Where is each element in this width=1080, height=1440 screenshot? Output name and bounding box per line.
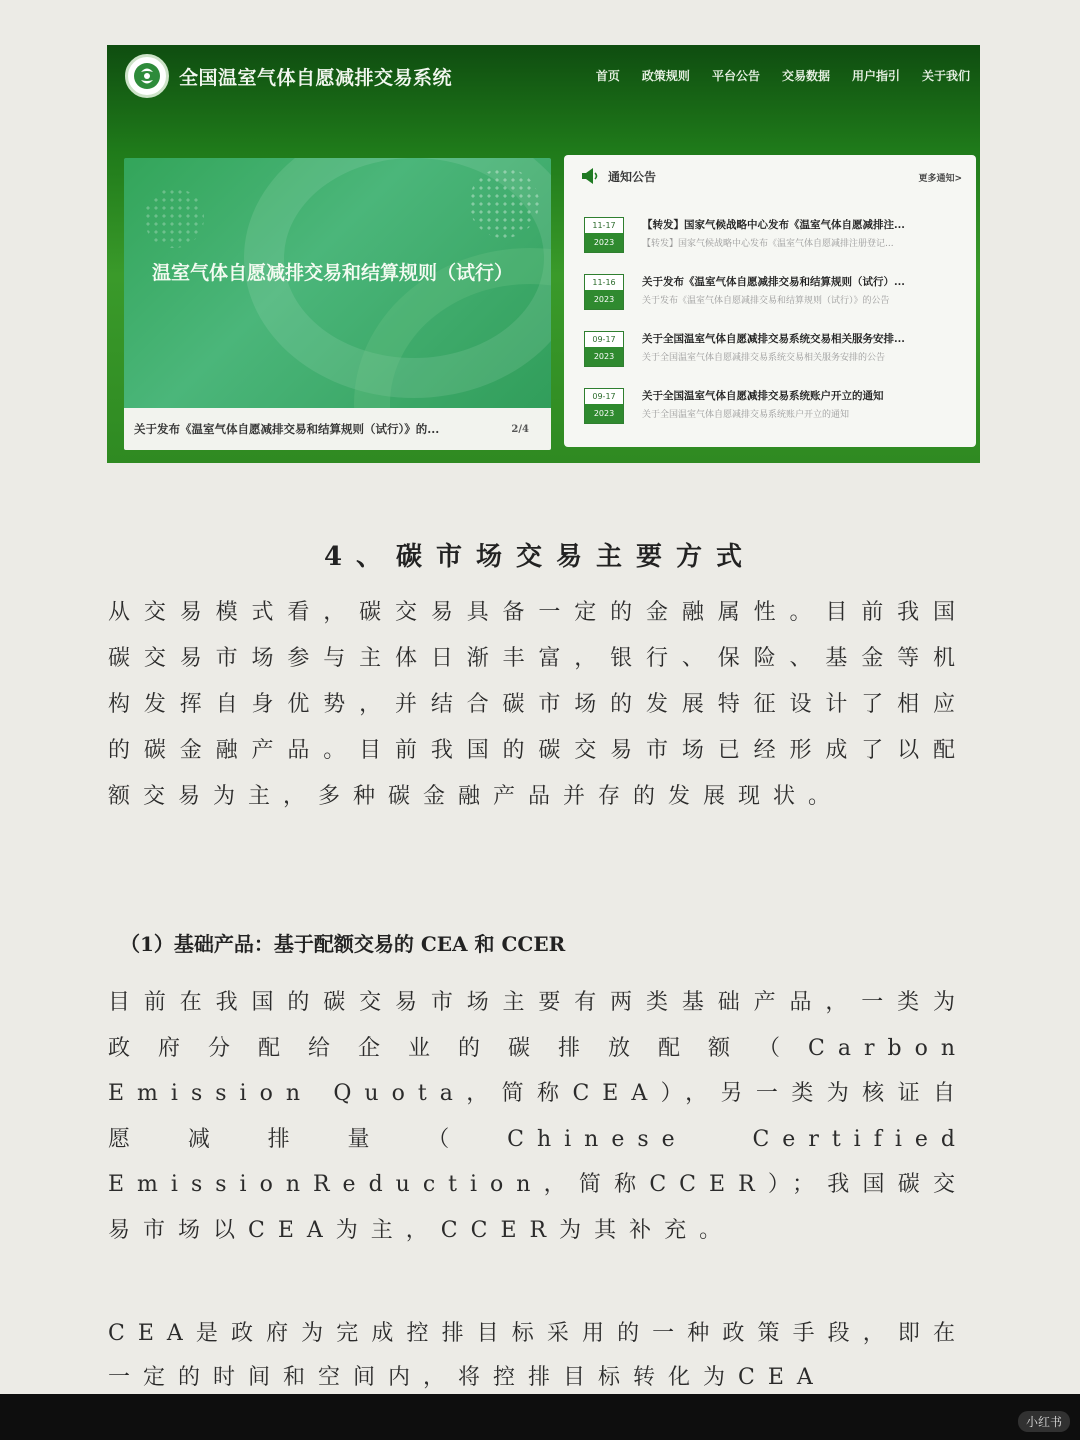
notice-header	[580, 167, 656, 185]
notice-title[interactable]: 关于全国温室气体自愿减排交易系统交易相关服务安排...	[642, 333, 905, 345]
notice-item[interactable]	[580, 331, 964, 388]
watermark: 小红书	[1018, 1411, 1070, 1432]
banner-page-indicator: 2/4	[511, 423, 529, 435]
screen-bezel	[0, 1394, 1080, 1440]
banner-carousel[interactable]	[124, 158, 551, 450]
date-month-day: 11-16	[592, 278, 616, 287]
notice-more-link[interactable]: 更多通知>	[918, 174, 962, 184]
notice-title[interactable]: 关于发布《温室气体自愿减排交易和结算规则（试行）...	[642, 276, 905, 288]
nav-trade-data[interactable]: 交易数据	[781, 69, 830, 83]
banner-dot-pattern	[144, 188, 204, 248]
site-title: 全国温室气体自愿减排交易系统	[179, 67, 453, 89]
nav-home[interactable]: 首页	[595, 69, 620, 83]
notice-item[interactable]	[580, 217, 964, 274]
notice-item[interactable]	[580, 388, 964, 445]
paragraph: 从交易模式看，碳交易具备一定的金融属性。目前我国碳交易市场参与主体日渐丰富，银行、保险、基金等机构发挥自身优势，并结合碳市场的发展特征设计了相应的碳金融产品。目前我国的碳交易市场已经形成了以配额交易为主，多种碳金融产品并存的发展现状。	[108, 600, 968, 809]
nav-announcements[interactable]: 平台公告	[711, 69, 760, 83]
website-screenshot	[107, 45, 980, 463]
date-year: 2023	[585, 290, 623, 309]
banner-caption-bar[interactable]	[124, 408, 551, 450]
notice-list	[580, 217, 964, 445]
notice-title[interactable]: 关于全国温室气体自愿减排交易系统账户开立的通知	[642, 390, 884, 402]
paragraph: 目前在我国的碳交易市场主要有两类基础产品，一类为政府分配给企业的碳排放配额（Carbon Emission Quota，简称CEA），另一类为核证自愿减排量（Chinese Certified EmissionReduction，简称CCER）；我国碳交易市场以CEA为主，CCER为其补充。	[108, 990, 968, 1243]
banner-heading: 温室气体自愿减排交易和结算规则（试行）	[152, 262, 514, 284]
site-header	[107, 45, 980, 107]
site-nav	[596, 67, 970, 84]
notice-summary: 【转发】国家气候战略中心发布《温室气体自愿减排注册登记...	[642, 239, 894, 249]
nav-user-guide[interactable]: 用户指引	[851, 69, 900, 83]
site-logo[interactable]	[125, 54, 169, 98]
date-badge	[584, 217, 624, 253]
megaphone-icon	[580, 167, 600, 185]
notice-title[interactable]: 【转发】国家气候战略中心发布《温室气体自愿减排注...	[642, 219, 905, 231]
date-badge	[584, 388, 624, 424]
section-title: 4、碳市场交易主要方式	[323, 542, 757, 572]
notice-label: 通知公告	[608, 169, 657, 184]
notice-summary: 关于全国温室气体自愿减排交易系统账户开立的通知	[642, 410, 850, 420]
logo-emblem-icon	[132, 61, 162, 91]
nav-policy[interactable]: 政策规则	[641, 69, 690, 83]
date-year: 2023	[585, 233, 623, 252]
date-badge	[584, 331, 624, 367]
subheading: （1）基础产品：基于配额交易的 CEA 和 CCER	[120, 932, 566, 956]
date-badge	[584, 274, 624, 310]
date-month-day: 09-17	[592, 392, 616, 401]
banner-caption[interactable]: 关于发布《温室气体自愿减排交易和结算规则（试行）》的...	[134, 422, 440, 436]
date-month-day: 09-17	[592, 335, 616, 344]
date-year: 2023	[585, 347, 623, 366]
banner-dot-pattern	[469, 168, 539, 238]
date-year: 2023	[585, 404, 623, 423]
nav-about[interactable]: 关于我们	[921, 69, 970, 83]
notice-summary: 关于全国温室气体自愿减排交易系统交易相关服务安排的公告	[642, 353, 886, 363]
date-month-day: 11-17	[592, 221, 616, 230]
notice-item[interactable]	[580, 274, 964, 331]
notice-panel	[564, 155, 976, 447]
notice-summary: 关于发布《温室气体自愿减排交易和结算规则（试行）》的公告	[642, 296, 890, 306]
paragraph: CEA是政府为完成控排目标采用的一种政策手段，即在一定的时间和空间内，将控排目标转化为CEA	[108, 1321, 968, 1390]
